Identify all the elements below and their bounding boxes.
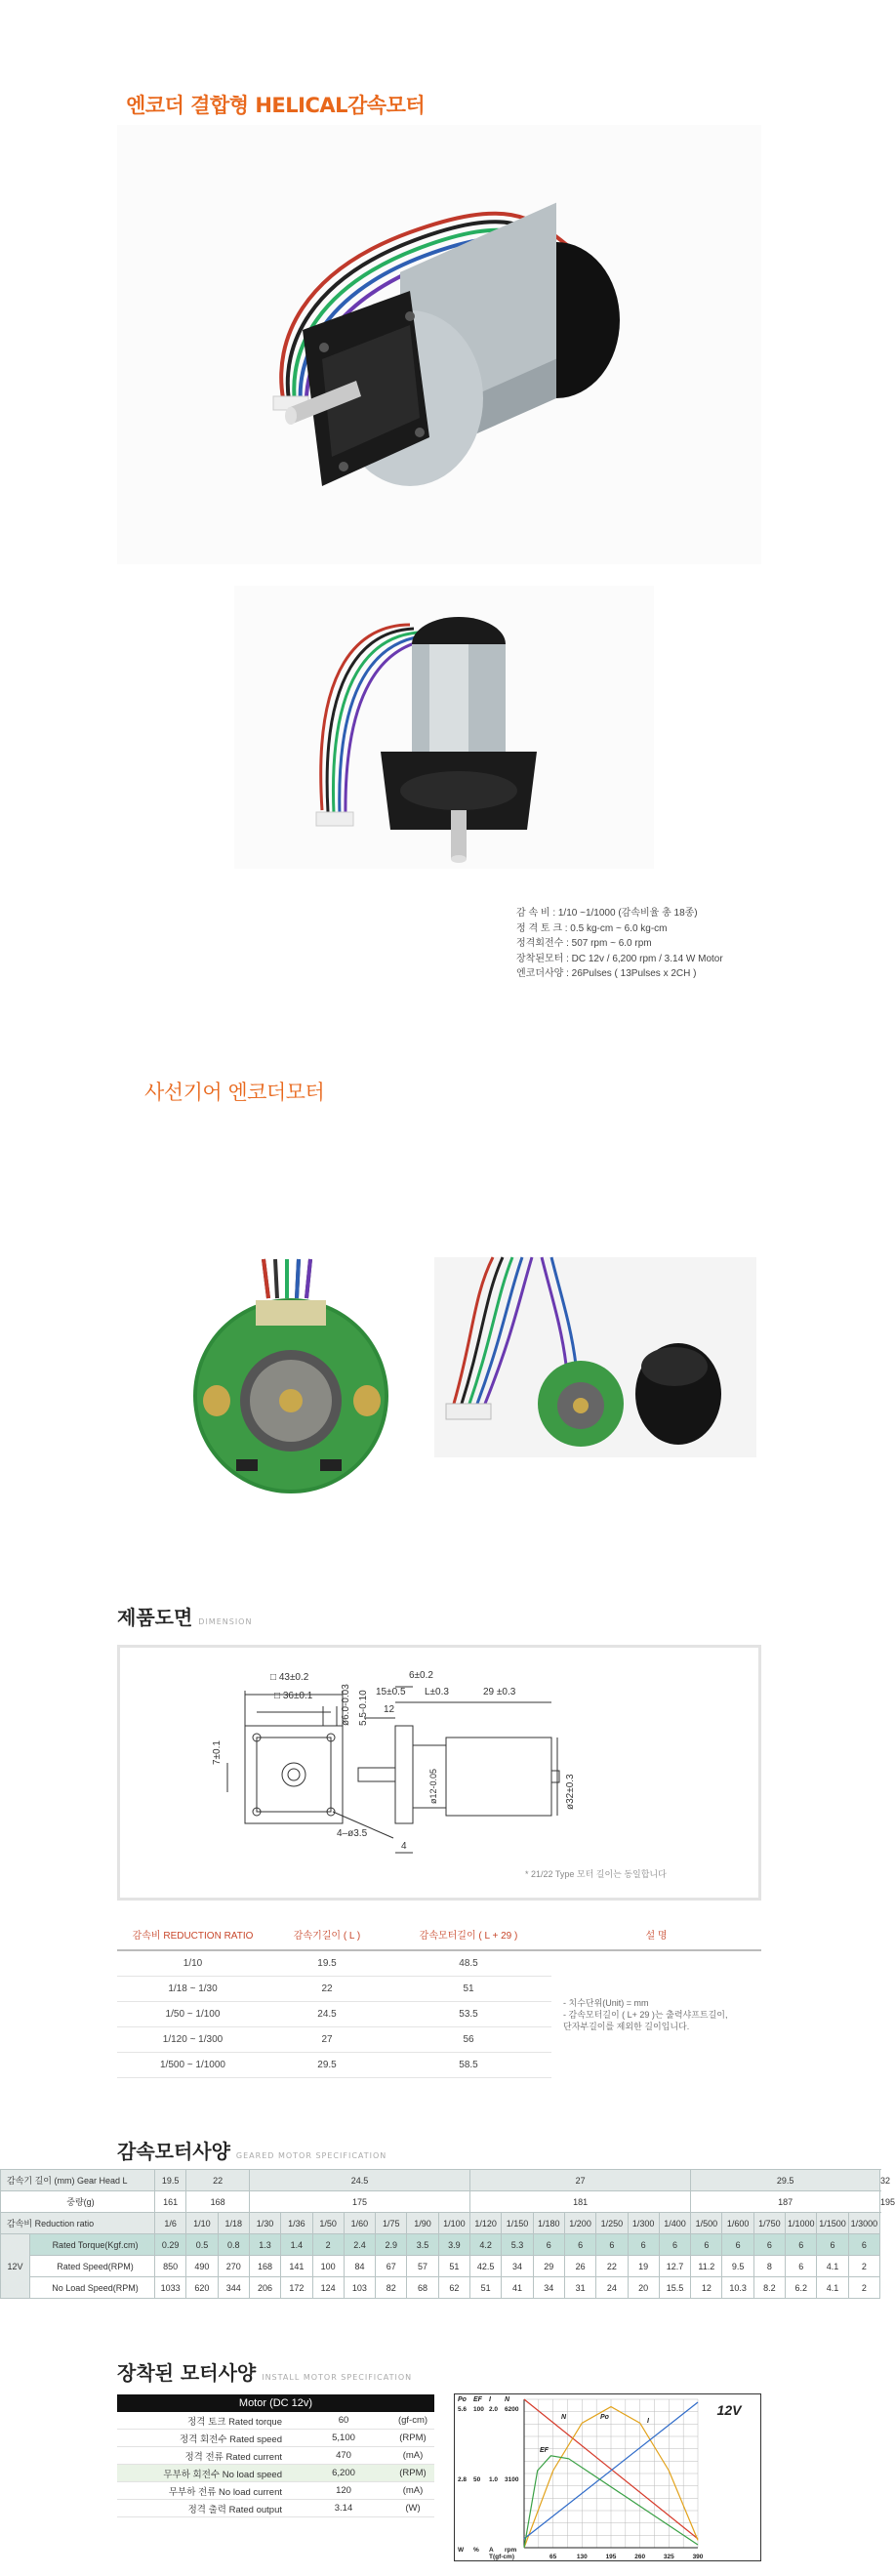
- torque-cell: 6: [817, 2234, 848, 2256]
- chart-title: 12V: [716, 2402, 742, 2418]
- noload-cell: 68: [407, 2277, 438, 2299]
- noload-cell: 34: [533, 2277, 564, 2299]
- dim-label-l: L±0.3: [425, 1687, 449, 1697]
- motor-spec-label: 정격 전류 Rated current: [117, 2447, 296, 2465]
- chart-axis-name: I: [489, 2396, 491, 2403]
- motor-spec-label: 정격 출력 Rated output: [117, 2500, 296, 2517]
- motor-spec-unit: (gf-cm): [391, 2412, 434, 2430]
- chart-axis-tick: 1.0: [489, 2476, 499, 2483]
- chart-series-label: N: [561, 2414, 567, 2421]
- section-title-encoder-motor: 사선기어 엔코더모터: [144, 1081, 325, 1104]
- ratios-cell: 1/400: [659, 2213, 690, 2234]
- torque-cell: 6: [848, 2234, 879, 2256]
- speed-cell: 84: [344, 2256, 375, 2277]
- motor-spec-label: 무부하 회전수 No load speed: [117, 2465, 296, 2482]
- dim-label-15: 15±0.5: [376, 1687, 406, 1697]
- speed-cell: 29: [533, 2256, 564, 2277]
- gear_heads-cell: 22: [186, 2170, 250, 2191]
- torque-cell: 6: [533, 2234, 564, 2256]
- chart-axis-tick: %: [473, 2547, 479, 2554]
- chart-axis-tick: 2.8: [458, 2476, 468, 2483]
- speed-cell: 19: [628, 2256, 659, 2277]
- ratios-cell: 1/500: [691, 2213, 722, 2234]
- speed-cell: 490: [186, 2256, 218, 2277]
- chart-series-label: Po: [600, 2414, 609, 2421]
- torque-cell: 2.4: [344, 2234, 375, 2256]
- noload-cell: 2: [848, 2277, 879, 2299]
- speed-cell: 4.1: [817, 2256, 848, 2277]
- ratios-cell: 1/1500: [817, 2213, 848, 2234]
- weight-label: 중량(g): [1, 2191, 155, 2213]
- cell: 1/50 ~ 1/100: [117, 2002, 268, 2027]
- dim-label-7: 7±0.1: [212, 1740, 223, 1765]
- chart-axis-tick: 6200: [505, 2406, 519, 2413]
- chart-axis-name: N: [505, 2396, 510, 2403]
- ratios-cell: 1/250: [596, 2213, 628, 2234]
- reduction-header-l: 감속기길이 ( L ): [268, 1918, 386, 1950]
- gear_heads-cell: 29.5: [691, 2170, 880, 2191]
- ratios-cell: 1/30: [249, 2213, 280, 2234]
- gear-head-label: 감속기 길이 (mm) Gear Head L: [1, 2170, 155, 2191]
- noload-cell: 344: [218, 2277, 249, 2299]
- spec-line-ratio: 감 속 비 : 1/10 ~1/1000 (감속비율 총 18종): [516, 908, 698, 919]
- dimension-note: * 21/22 Type 모터 길이는 동일합니다: [525, 1869, 667, 1879]
- voltage-label: 12V: [1, 2234, 30, 2299]
- noload-label: No Load Speed(RPM): [30, 2277, 155, 2299]
- noload-cell: 124: [312, 2277, 344, 2299]
- reduction-header-ratio: 감속비 REDUCTION RATIO: [117, 1918, 268, 1950]
- torque-cell: 3.5: [407, 2234, 438, 2256]
- ratios-cell: 1/1000: [786, 2213, 817, 2234]
- ratios-cell: 1/600: [722, 2213, 753, 2234]
- speed-cell: 11.2: [691, 2256, 722, 2277]
- install-spec-title-text: 장착된 모터사양: [117, 2361, 257, 2385]
- cell: 29.5: [268, 2053, 386, 2078]
- torque-cell: 6: [691, 2234, 722, 2256]
- ratios-cell: 1/90: [407, 2213, 438, 2234]
- geared-spec-subtitle: GEARED MOTOR SPECIFICATION: [235, 2151, 387, 2160]
- torque-cell: 5.3: [502, 2234, 533, 2256]
- chart-axis-name: Po: [458, 2396, 467, 2403]
- cell: 1/10: [117, 1950, 268, 1977]
- speed-cell: 270: [218, 2256, 249, 2277]
- dim-label-shaft-dia: ø6.0-0.03: [341, 1684, 351, 1726]
- install-spec-table-wrap: [117, 2394, 434, 2517]
- cell: 1/500 ~ 1/1000: [117, 2053, 268, 2078]
- speed-cell: 100: [312, 2256, 344, 2277]
- install-spec-title: [117, 2357, 412, 2386]
- noload-cell: 24: [596, 2277, 628, 2299]
- noload-cell: 620: [186, 2277, 218, 2299]
- motor-spec-unit: (mA): [391, 2482, 434, 2500]
- torque-cell: 1.3: [249, 2234, 280, 2256]
- reduction-note-2: - 감속모터길이 ( L+ 29 )는 출력샤프트길이,: [563, 2009, 728, 2020]
- cell: 53.5: [386, 2002, 551, 2027]
- torque-cell: 6: [659, 2234, 690, 2256]
- reduction-notes: [551, 1950, 761, 2078]
- speed-cell: 12.7: [659, 2256, 690, 2277]
- chart-x-tick: 390: [692, 2554, 704, 2560]
- motor-spec-value: 3.14: [296, 2500, 391, 2517]
- reduction-table: [117, 1918, 761, 2078]
- ratios-cell: 1/6: [155, 2213, 186, 2234]
- install-spec-header: Motor (DC 12v): [117, 2394, 434, 2412]
- table-row: [117, 2412, 434, 2430]
- ratios-cell: 1/50: [312, 2213, 344, 2234]
- dimension-title: [117, 1602, 252, 1630]
- chart-axis-tick: 50: [473, 2476, 481, 2483]
- noload-cell: 172: [281, 2277, 312, 2299]
- weights-cell: 161: [155, 2191, 186, 2213]
- spec-line-encoder: 엔코더사양 : 26Pulses ( 13Pulses x 2CH ): [516, 968, 697, 979]
- table-row: [117, 2500, 434, 2517]
- noload-row: [1, 2277, 880, 2299]
- noload-cell: 62: [438, 2277, 469, 2299]
- chart-series-label: I: [647, 2418, 649, 2425]
- cell: 27: [268, 2027, 386, 2053]
- cell: 1/120 ~ 1/300: [117, 2027, 268, 2053]
- spec-line-speed: 정격회전수 : 507 rpm ~ 6.0 rpm: [516, 938, 652, 949]
- speed-cell: 22: [596, 2256, 628, 2277]
- ratios-cell: 1/750: [753, 2213, 785, 2234]
- weights-cell: 175: [249, 2191, 469, 2213]
- cell: 56: [386, 2027, 551, 2053]
- geared-spec-table-wrap: [0, 2169, 895, 2299]
- chart-x-label: T(gf-cm): [489, 2554, 514, 2560]
- ratios-cell: 1/150: [502, 2213, 533, 2234]
- chart-x-tick: 325: [663, 2554, 674, 2560]
- geared-spec-title-text: 감속모터사양: [117, 2140, 230, 2163]
- chart-x-tick: 195: [605, 2554, 617, 2560]
- spec-line-motor: 장착된모터 : DC 12v / 6,200 rpm / 3.14 W Motor: [516, 953, 723, 964]
- dimension-title-text: 제품도면: [117, 1606, 193, 1629]
- motor-spec-label: 무부하 전류 No load current: [117, 2482, 296, 2500]
- motor-spec-value: 120: [296, 2482, 391, 2500]
- cell: 22: [268, 1977, 386, 2002]
- speed-label: Rated Speed(RPM): [30, 2256, 155, 2277]
- weights-cell: 181: [470, 2191, 691, 2213]
- noload-cell: 20: [628, 2277, 659, 2299]
- gear-head-row: 감속기 길이 (mm) Gear Head L 19.5 22 24.5 27 29.5 32: [1, 2170, 880, 2191]
- cell: 1/18 ~ 1/30: [117, 1977, 268, 2002]
- noload-cell: 51: [470, 2277, 502, 2299]
- ratios-cell: 1/60: [344, 2213, 375, 2234]
- table-row: [117, 1950, 761, 1977]
- table-row: [117, 2447, 434, 2465]
- torque-cell: 0.29: [155, 2234, 186, 2256]
- speed-cell: 51: [438, 2256, 469, 2277]
- chart-x-tick: 65: [549, 2554, 557, 2560]
- noload-cell: 206: [249, 2277, 280, 2299]
- noload-cell: 8.2: [753, 2277, 785, 2299]
- spec-summary: [516, 906, 723, 982]
- speed-cell: 57: [407, 2256, 438, 2277]
- torque-cell: 0.5: [186, 2234, 218, 2256]
- chart-x-tick: 260: [634, 2554, 646, 2560]
- speed-cell: 168: [249, 2256, 280, 2277]
- weights-cell: 187: [691, 2191, 880, 2213]
- torque-label: Rated Torque(Kgf.cm): [30, 2234, 155, 2256]
- performance-chart: [454, 2393, 761, 2561]
- geared-spec-title: [117, 2136, 386, 2164]
- cell: 19.5: [268, 1950, 386, 1977]
- table-row: [117, 2430, 434, 2447]
- performance-chart-svg: [454, 2393, 761, 2561]
- speed-row: [1, 2256, 880, 2277]
- chart-series-label: EF: [540, 2447, 549, 2454]
- product-photo-1: [117, 125, 761, 564]
- weight-row: 중량(g) 161 168 175 181 187 195: [1, 2191, 880, 2213]
- motor-spec-unit: (RPM): [391, 2430, 434, 2447]
- torque-cell: 6: [628, 2234, 659, 2256]
- speed-cell: 26: [564, 2256, 595, 2277]
- install-spec-subtitle: INSTALL MOTOR SPECIFICATION: [262, 2373, 413, 2382]
- section-title-encoder-helical: 엔코더 결합형 HELICAL감속모터: [126, 94, 426, 117]
- motor-spec-value: 6,200: [296, 2465, 391, 2482]
- ratio-label: 감속비 Reduction ratio: [1, 2213, 155, 2234]
- torque-cell: 3.9: [438, 2234, 469, 2256]
- chart-axis-name: EF: [473, 2396, 482, 2403]
- motor-spec-value: 470: [296, 2447, 391, 2465]
- reduction-note-3: 단자부길이를 제외한 길이입니다.: [563, 2021, 690, 2031]
- dim-label-hole: 4–ø3.5: [337, 1828, 368, 1839]
- motor-spec-unit: (mA): [391, 2447, 434, 2465]
- dimension-subtitle: DIMENSION: [198, 1617, 253, 1626]
- chart-x-tick: 130: [576, 2554, 588, 2560]
- gear_heads-cell: 27: [470, 2170, 691, 2191]
- torque-cell: 4.2: [470, 2234, 502, 2256]
- chart-axis-tick: W: [458, 2547, 465, 2554]
- install-spec-table: [117, 2412, 434, 2517]
- dim-label-flat: 5.5-0.10: [358, 1690, 369, 1726]
- cell: 24.5: [268, 2002, 386, 2027]
- motor-spec-value: 5,100: [296, 2430, 391, 2447]
- ratio-row: [1, 2213, 880, 2234]
- speed-cell: 8: [753, 2256, 785, 2277]
- speed-cell: 2: [848, 2256, 879, 2277]
- dim-label-36: □ 36±0.1: [274, 1691, 313, 1701]
- chart-axis-tick: 3100: [505, 2476, 519, 2483]
- dim-label-29: 29 ±0.3: [483, 1687, 516, 1697]
- chart-axis-tick: A: [489, 2547, 494, 2554]
- cell: 51: [386, 1977, 551, 2002]
- dim-label-boss: ø12-0.05: [428, 1768, 438, 1804]
- torque-cell: 6: [596, 2234, 628, 2256]
- torque-cell: 1.4: [281, 2234, 312, 2256]
- product-photo-2: [234, 586, 654, 869]
- noload-cell: 1033: [155, 2277, 186, 2299]
- noload-cell: 10.3: [722, 2277, 753, 2299]
- torque-cell: 6: [722, 2234, 753, 2256]
- noload-cell: 31: [564, 2277, 595, 2299]
- chart-axis-tick: rpm: [505, 2547, 517, 2554]
- torque-cell: 0.8: [218, 2234, 249, 2256]
- torque-cell: 2: [312, 2234, 344, 2256]
- weights-cell: 168: [186, 2191, 250, 2213]
- dimension-drawing: [120, 1648, 758, 1898]
- cell: 58.5: [386, 2053, 551, 2078]
- torque-cell: 6: [753, 2234, 785, 2256]
- noload-cell: 15.5: [659, 2277, 690, 2299]
- ratios-cell: 1/100: [438, 2213, 469, 2234]
- torque-cell: 6: [786, 2234, 817, 2256]
- reduction-header-desc: 설 명: [551, 1918, 761, 1950]
- dim-label-4: 4: [401, 1841, 407, 1852]
- dim-label-43: □ 43±0.2: [270, 1672, 309, 1683]
- reduction-note-1: - 치수단위(Unit) = mm: [563, 1997, 649, 2008]
- noload-cell: 4.1: [817, 2277, 848, 2299]
- speed-cell: 141: [281, 2256, 312, 2277]
- noload-cell: 6.2: [786, 2277, 817, 2299]
- ratios-cell: 1/200: [564, 2213, 595, 2234]
- reduction-header-total: 감속모터길이 ( L + 29 ): [386, 1918, 551, 1950]
- noload-cell: 82: [376, 2277, 407, 2299]
- gear_heads-cell: 24.5: [249, 2170, 469, 2191]
- speed-cell: 9.5: [722, 2256, 753, 2277]
- speed-cell: 34: [502, 2256, 533, 2277]
- motor-spec-unit: (W): [391, 2500, 434, 2517]
- chart-axis-tick: 100: [473, 2406, 484, 2413]
- ratios-cell: 1/120: [470, 2213, 502, 2234]
- motor-spec-value: 60: [296, 2412, 391, 2430]
- dim-label-12: 12: [384, 1704, 395, 1715]
- reduction-table-wrap: [117, 1918, 761, 2078]
- torque-cell: 2.9: [376, 2234, 407, 2256]
- speed-cell: 67: [376, 2256, 407, 2277]
- geared-spec-table: [0, 2169, 895, 2299]
- ratios-cell: 1/75: [376, 2213, 407, 2234]
- torque-cell: 6: [564, 2234, 595, 2256]
- gear_heads-cell: 19.5: [155, 2170, 186, 2191]
- encoder-cap-photo: [434, 1257, 756, 1457]
- speed-cell: 6: [786, 2256, 817, 2277]
- motor-spec-label: 정격 토크 Rated torque: [117, 2412, 296, 2430]
- motor-spec-label: 정격 회전수 Rated speed: [117, 2430, 296, 2447]
- table-row: [117, 2465, 434, 2482]
- noload-cell: 12: [691, 2277, 722, 2299]
- ratios-cell: 1/180: [533, 2213, 564, 2234]
- chart-axis-tick: 2.0: [489, 2406, 499, 2413]
- noload-cell: 41: [502, 2277, 533, 2299]
- dim-label-32: ø32±0.3: [565, 1774, 576, 1810]
- cell: 48.5: [386, 1950, 551, 1977]
- ratios-cell: 1/18: [218, 2213, 249, 2234]
- encoder-board-photo: [176, 1259, 402, 1486]
- noload-cell: 103: [344, 2277, 375, 2299]
- torque-row: [1, 2234, 880, 2256]
- motor-spec-unit: (RPM): [391, 2465, 434, 2482]
- ratios-cell: 1/3000: [848, 2213, 879, 2234]
- ratios-cell: 1/10: [186, 2213, 218, 2234]
- dimension-drawing-box: [117, 1645, 761, 1901]
- speed-cell: 42.5: [470, 2256, 502, 2277]
- ratios-cell: 1/300: [628, 2213, 659, 2234]
- chart-axis-tick: 5.6: [458, 2406, 468, 2413]
- table-row: [117, 2482, 434, 2500]
- spec-line-torque: 정 격 토 크 : 0.5 kg-cm ~ 6.0 kg-cm: [516, 922, 668, 934]
- ratios-cell: 1/36: [281, 2213, 312, 2234]
- dim-label-6: 6±0.2: [409, 1670, 433, 1681]
- speed-cell: 850: [155, 2256, 186, 2277]
